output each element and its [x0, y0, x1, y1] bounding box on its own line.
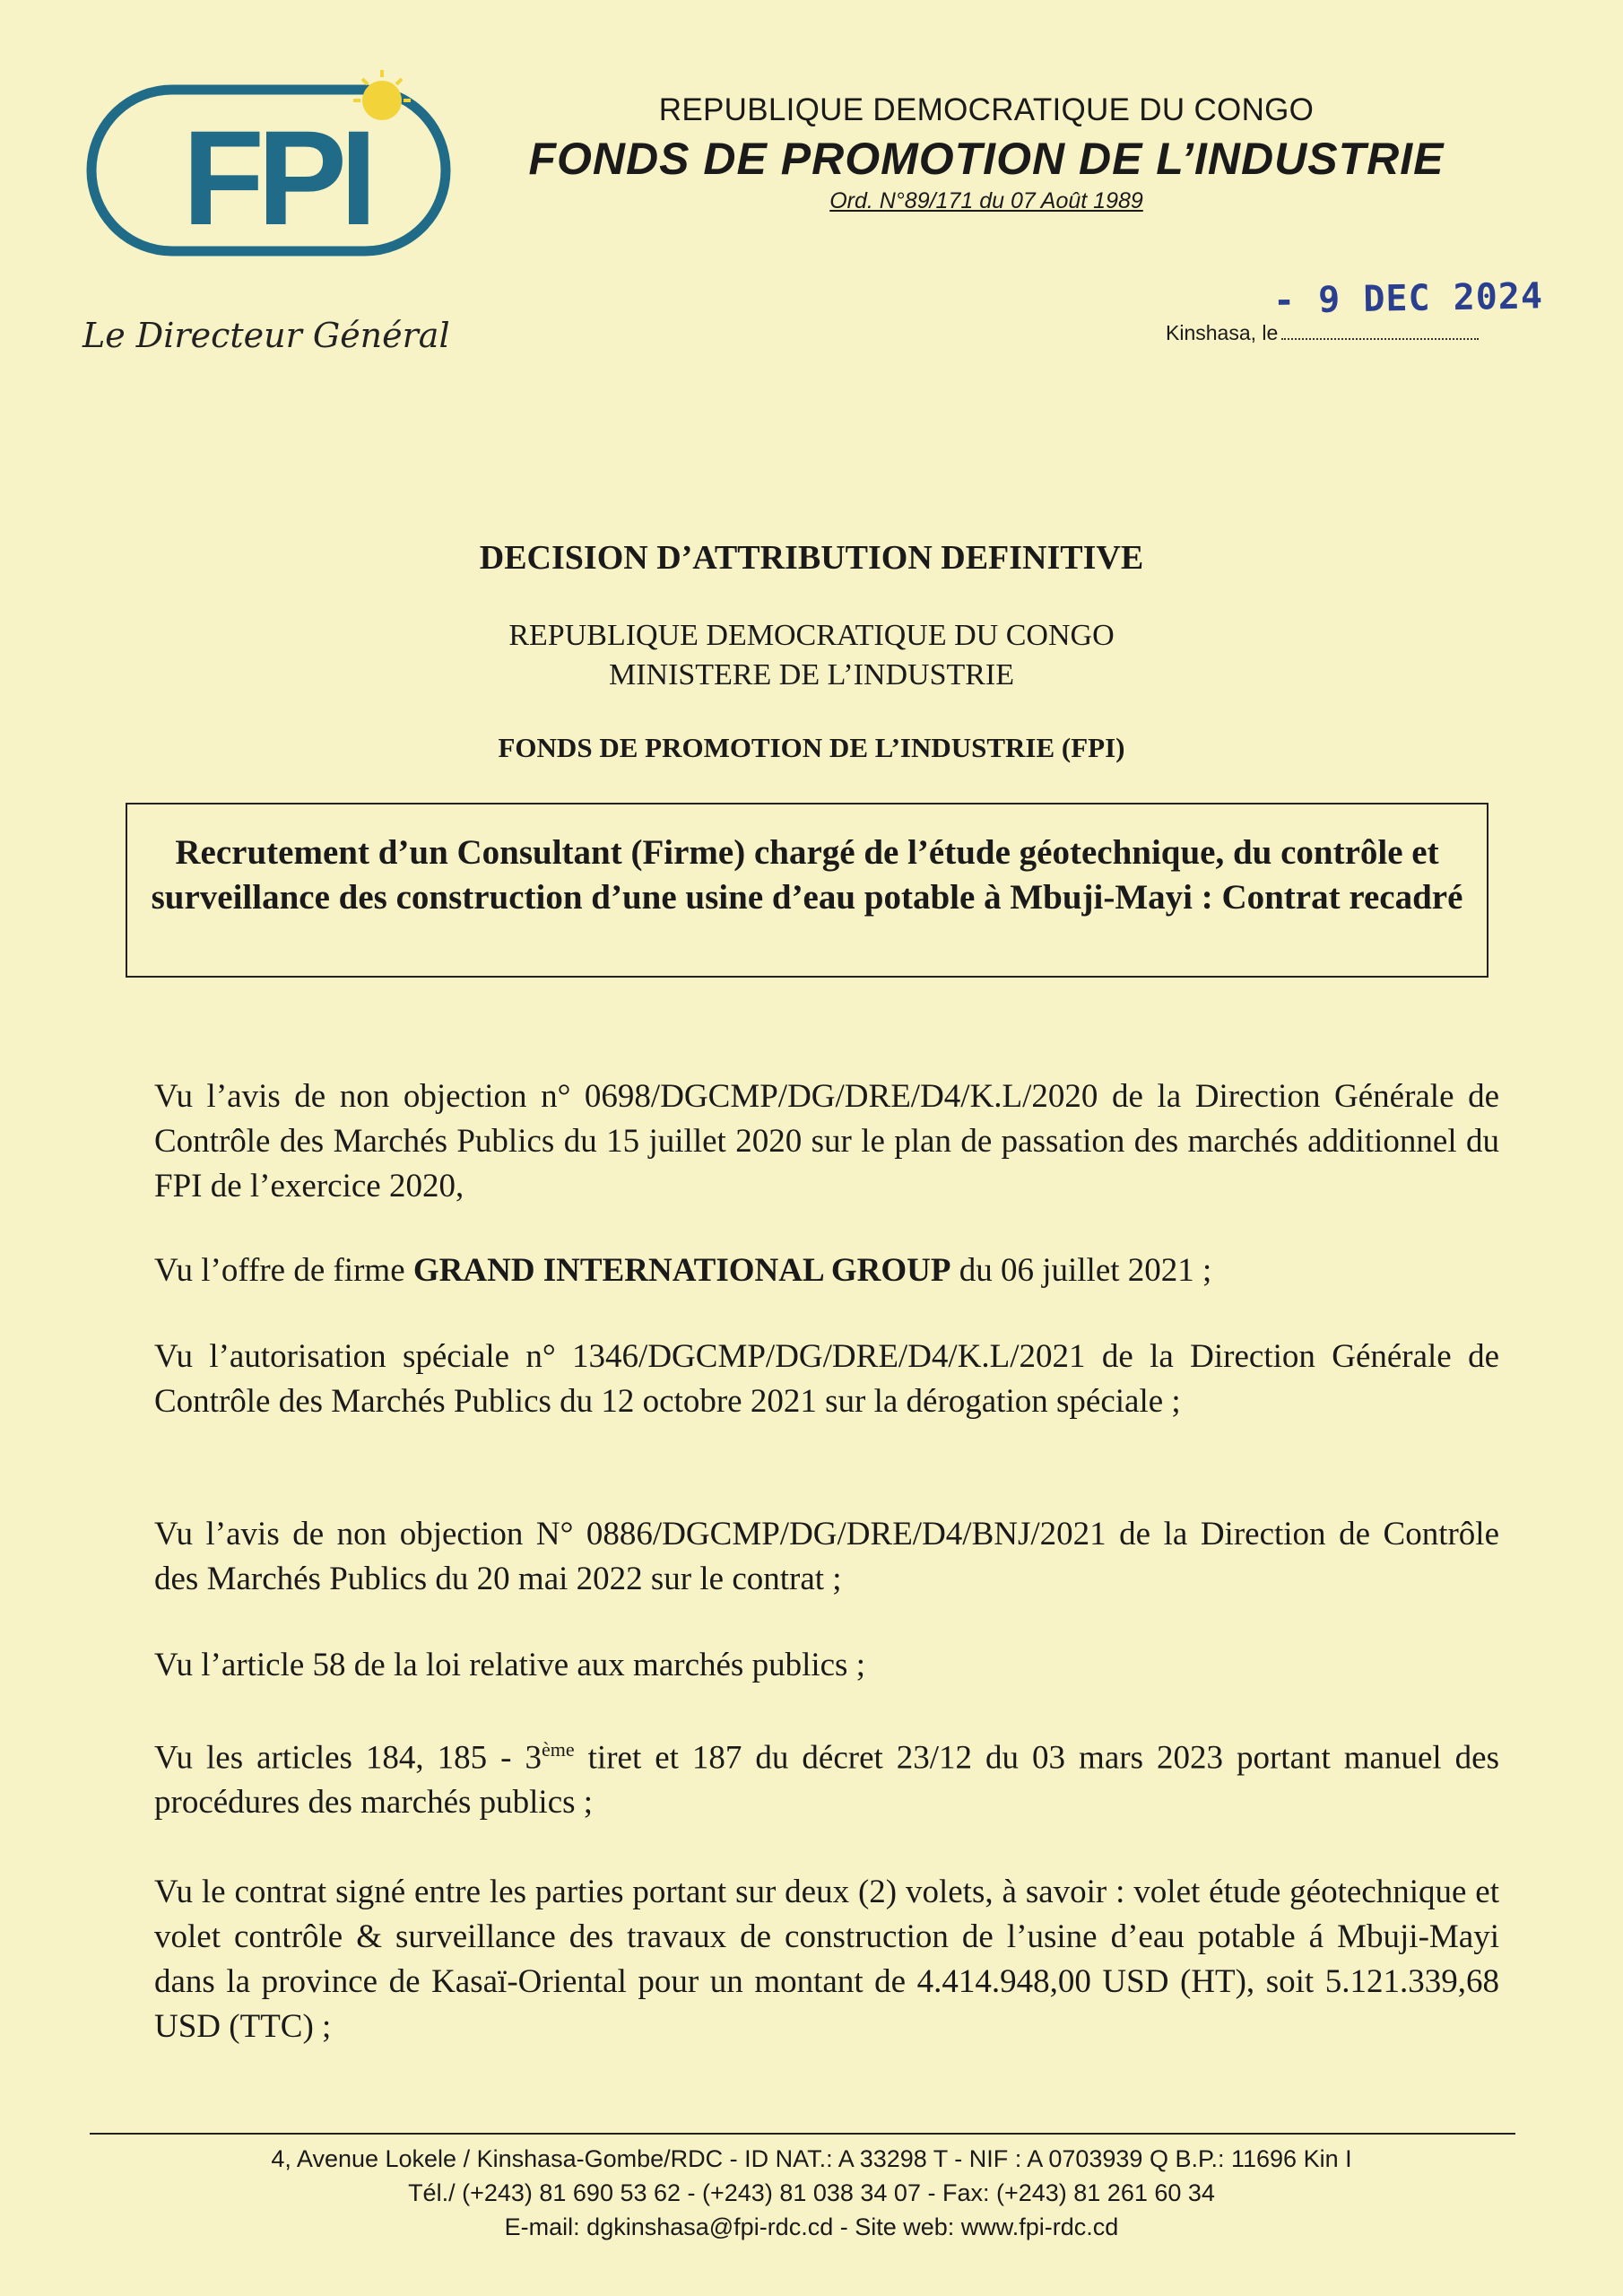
fpi-logo [86, 63, 454, 265]
p6-suffix: tiret et 187 du décret 23/12 du 03 mars 2023 portant manuel des procédures des marchés publics ; [154, 1739, 1499, 1822]
footer-contact: E-mail: dgkinshasa@fpi-rdc.cd - Site web: www.fpi-rdc.cd [504, 2213, 1119, 2240]
p6-prefix: Vu les articles 184, 185 - 3 [154, 1739, 542, 1777]
firm-name: GRAND INTERNATIONAL GROUP [412, 1252, 951, 1289]
subheading-ministry: MINISTERE DE L’INDUSTRIE [608, 658, 1015, 691]
paragraph-contract-amount: Vu le contrat signé entre les parties portant sur deux (2) volets, à savoir : volet étude géotechnique et volet contrôle & surveillance des travaux de construction de l’usine d’eau potable á Mbuji-Mayi dans la province de Kasaï-Oriental pour un montant de 4.414.948,00 USD (HT), soit 5.121.339,68 USD (TTC) ; [154, 1874, 1499, 2045]
signatory-title: Le Directeur Général [82, 316, 450, 355]
paragraph-non-objection-2022: Vu l’avis de non objection N° 0886/DGCMP/DG/DRE/D4/BNJ/2021 de la Direction de Contrôle des Marchés Publics du 20 mai 2022 sur le contrat ; [154, 1516, 1499, 1597]
subheading-fund: FONDS DE PROMOTION DE L’INDUSTRIE (FPI) [498, 732, 1125, 763]
paragraph-firm-offer [154, 1248, 1499, 1293]
p2-prefix: Vu l’offre de firme [154, 1252, 413, 1289]
place-date-line [1166, 321, 1479, 345]
footer-divider [90, 2133, 1515, 2135]
p6-superscript: ème [541, 1738, 575, 1761]
date-stamp: - 9 DEC 2024 [1272, 275, 1544, 322]
paragraph-article-58: Vu l’article 58 de la loi relative aux marchés publics ; [154, 1647, 865, 1683]
document-title: DECISION D’ATTRIBUTION DEFINITIVE [479, 539, 1144, 577]
place-label: Kinshasa, le [1166, 321, 1279, 344]
header-ordinance: Ord. N°89/171 du 07 Août 1989 [829, 188, 1143, 213]
footer-address: 4, Avenue Lokele / Kinshasa-Gombe/RDC - ID NAT.: A 33298 T - NIF : A 0703939 Q B.P.: 11696 Kin I [271, 2145, 1352, 2172]
svg-text:FPI: FPI [182, 102, 370, 253]
paragraph-non-objection-2020: Vu l’avis de non objection n° 0698/DGCMP/DG/DRE/D4/K.L/2020 de la Direction Générale de Contrôle des Marchés Publics du 15 juillet 2020 sur le plan de passation des marchés additionnel du FPI de l’exercice 2020, [154, 1078, 1499, 1205]
p2-suffix: du 06 juillet 2021 ; [950, 1252, 1212, 1289]
paragraph-special-authorization: Vu l’autorisation spéciale n° 1346/DGCMP/DG/DRE/D4/K.L/2021 de la Direction Générale de Contrôle des Marchés Publics du 12 octobre 2021 sur la dérogation spéciale ; [154, 1338, 1499, 1420]
header-fund-name: FONDS DE PROMOTION DE L’INDUSTRIE [528, 134, 1445, 184]
subheading-republic: REPUBLIQUE DEMOCRATIQUE DU CONGO [508, 619, 1115, 652]
paragraph-decree-articles [154, 1727, 1499, 1825]
date-dotted-line [1281, 337, 1479, 340]
footer-phones: Tél./ (+243) 81 690 53 62 - (+243) 81 038 34 07 - Fax: (+243) 81 261 60 34 [408, 2179, 1215, 2206]
header-republic: REPUBLIQUE DEMOCRATIQUE DU CONGO [658, 92, 1315, 127]
subject-text: Recrutement d’un Consultant (Firme) chargé de l’étude géotechnique, du contrôle et surveillance des construction d’une usine d’eau potable à Mbuji-Mayi : Contrat recadré [151, 833, 1463, 917]
